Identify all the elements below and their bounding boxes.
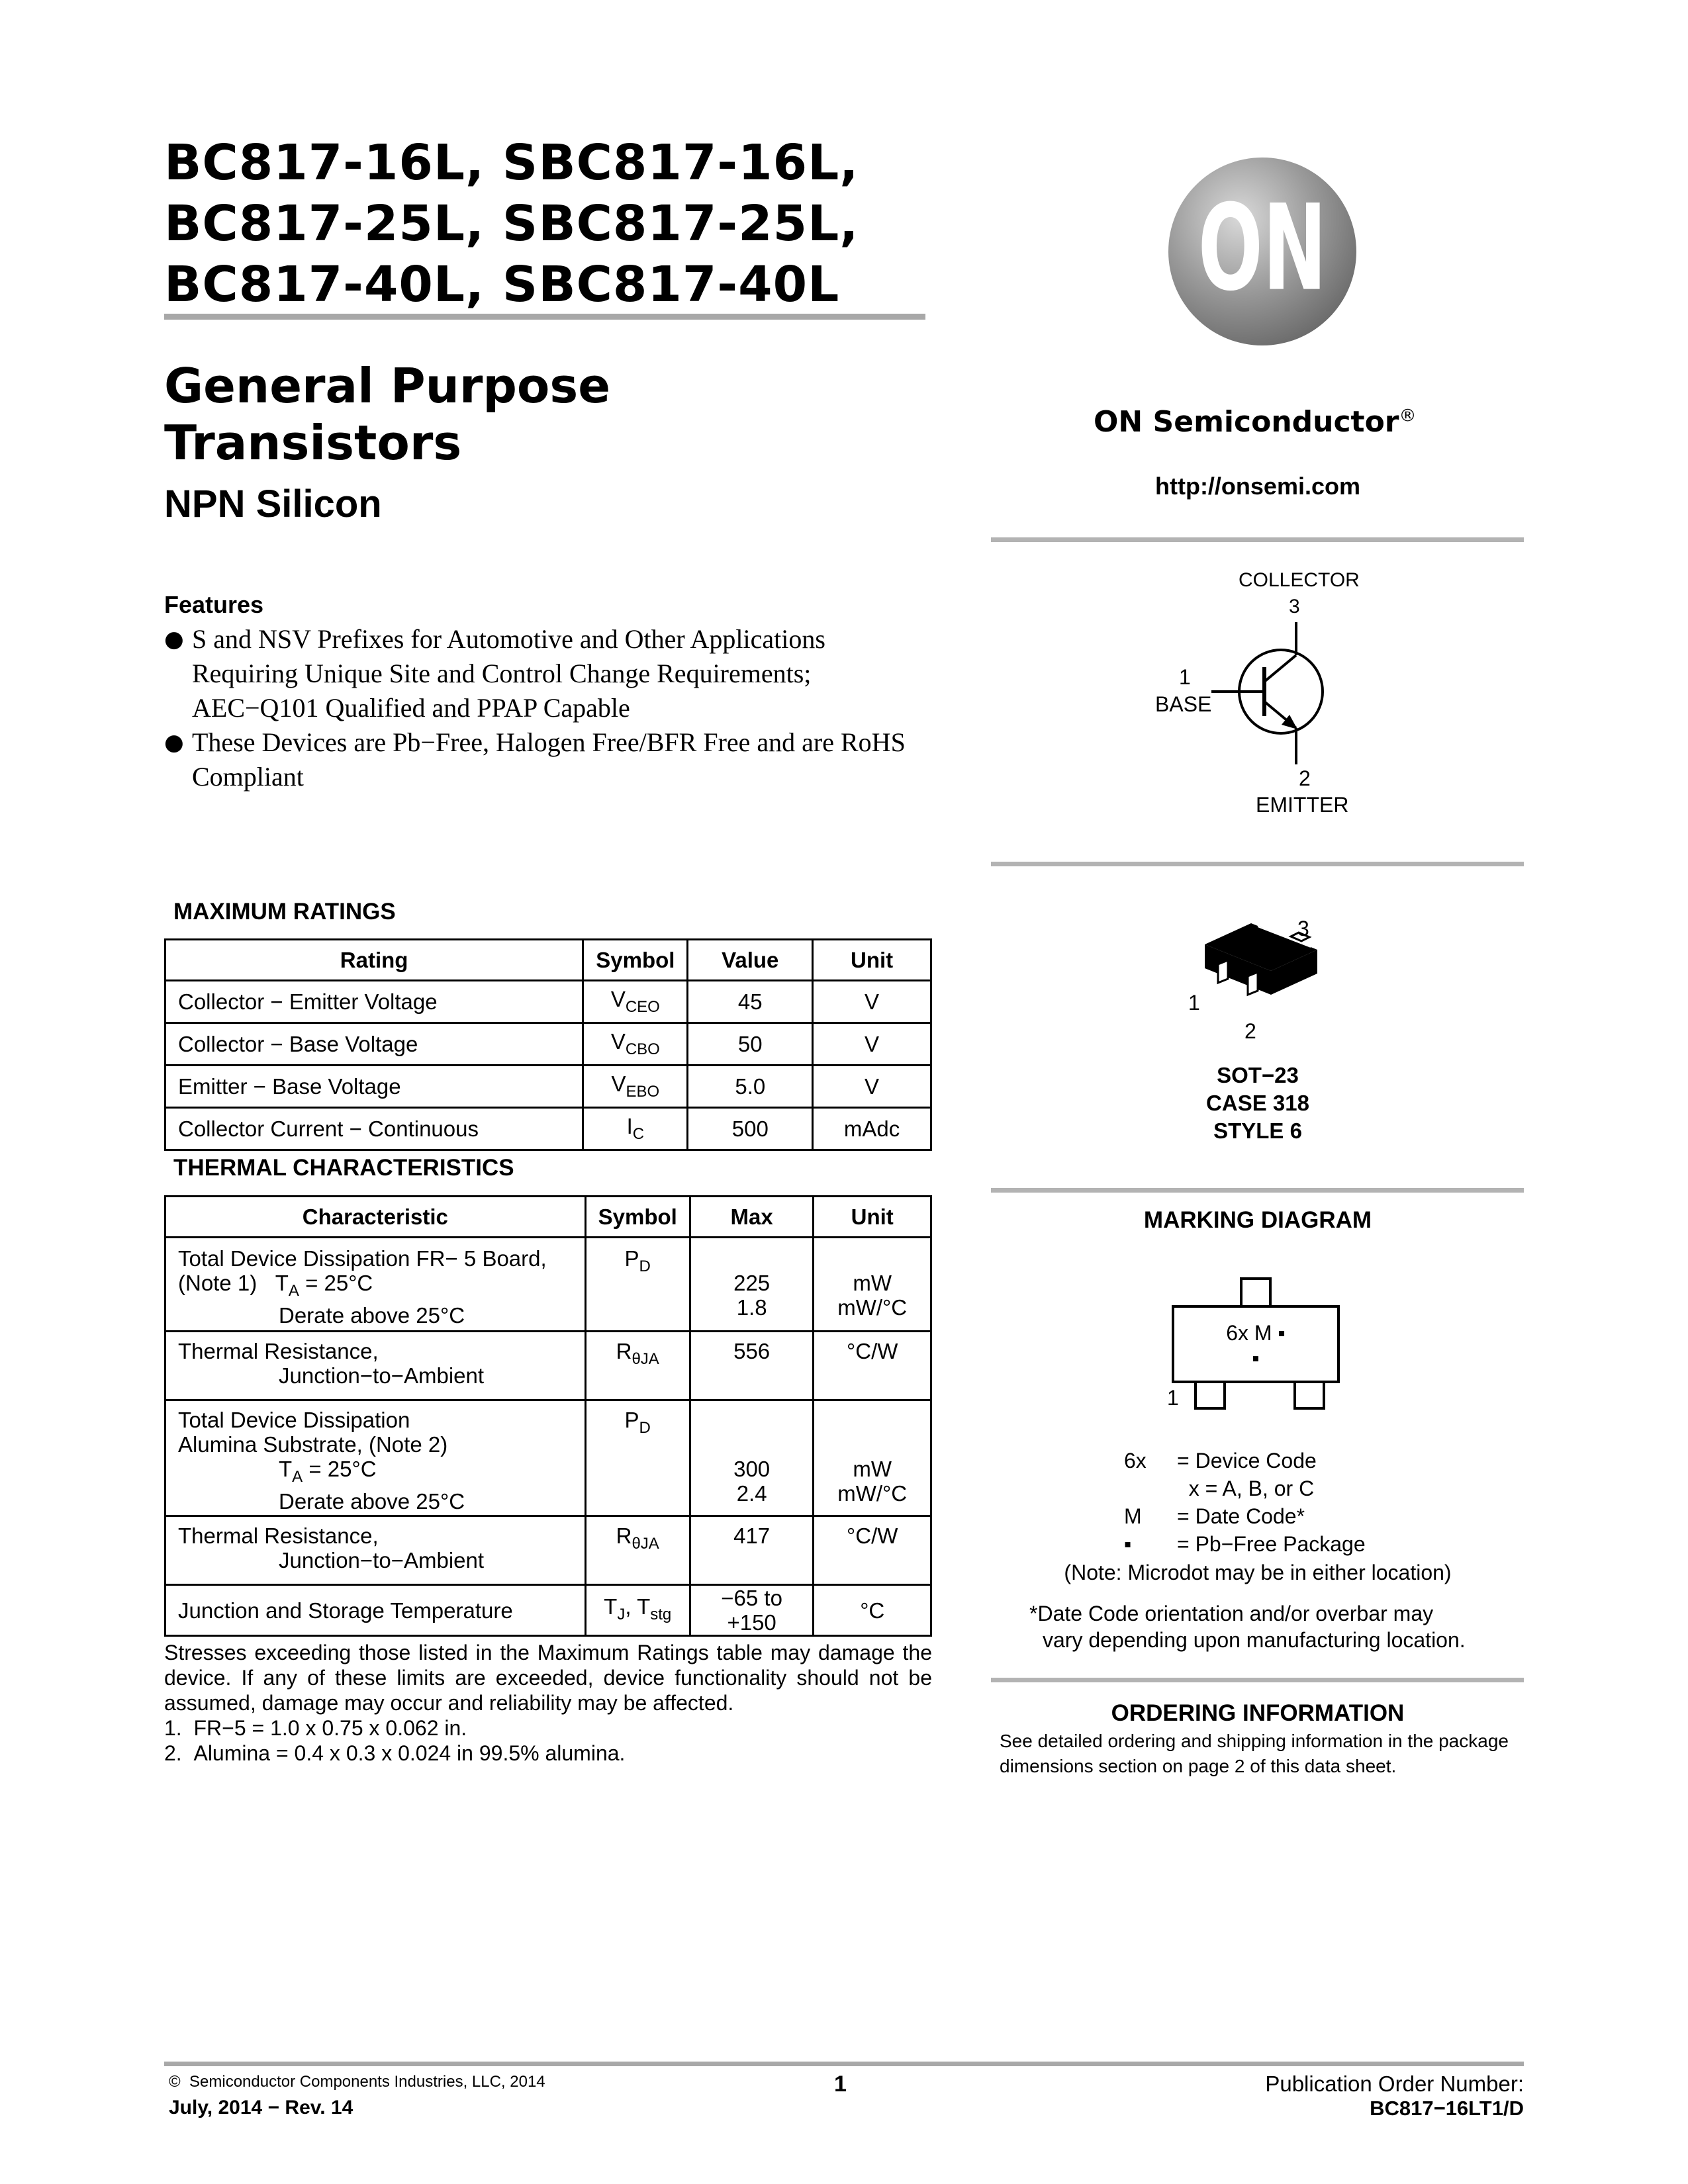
copyright: © Semiconductor Components Industries, LLC, 2014: [169, 2073, 545, 2091]
cell-line: 225: [733, 1271, 771, 1295]
right-divider: [991, 537, 1524, 542]
date-code-note: [1029, 1600, 1493, 1653]
document-title: [164, 132, 925, 315]
value-cell: 50: [688, 1023, 813, 1066]
value-cell: 45: [688, 981, 813, 1023]
features-list: [164, 622, 945, 794]
symbol-cell: $I_C$: [583, 1108, 688, 1150]
rating-cell: Collector − Emitter Voltage: [165, 981, 583, 1023]
rating-cell: Collector Current − Continuous: [165, 1108, 583, 1150]
chip-marking: [1172, 1320, 1340, 1371]
ordering-text: See detailed ordering and shipping information in the package dimensions section on page 2 of this data sheet.: [1000, 1731, 1509, 1776]
max-ratings-table: [164, 938, 932, 1151]
registered-mark: ®: [1399, 406, 1417, 426]
table-row: [165, 1023, 931, 1066]
cell-line: mW/°C: [837, 1481, 908, 1506]
cell-line: Total Device Dissipation: [178, 1408, 410, 1432]
marking-diagram-heading: MARKING DIAGRAM: [1143, 1207, 1372, 1233]
cell-line: Derate above 25°C: [279, 1303, 465, 1328]
symbol-cell: $P_D$: [585, 1238, 690, 1332]
unit-cell: °C/W: [814, 1332, 931, 1400]
date-note-line: vary depending upon manufacturing location.: [1043, 1628, 1466, 1652]
feature-1-line-1: S and NSV Prefixes for Automotive and Other Applications: [192, 624, 825, 654]
right-divider: [991, 1678, 1524, 1682]
table-row: [165, 1332, 931, 1400]
legend-row: ▪ = Pb−Free Package: [1124, 1532, 1366, 1556]
page-number: 1: [834, 2071, 847, 2097]
symbol-cell: $T_J$, $T_{stg}$: [585, 1585, 690, 1636]
column-header: Rating: [165, 940, 583, 981]
cell-line: Thermal Resistance,: [178, 1524, 379, 1548]
subtitle-line-2: Transistors: [164, 415, 462, 471]
table-row: [165, 1066, 931, 1108]
table-row: [165, 1238, 931, 1332]
value-cell: 500: [688, 1108, 813, 1150]
unit-cell: °C: [814, 1585, 931, 1636]
stress-note: Stresses exceeding those listed in the Maximum Ratings table may damage the device. If any of these limits are exceeded, device functionality should not be assumed, damage may occur and reliability may be affected.: [164, 1641, 932, 1715]
column-header: Unit: [814, 1197, 931, 1238]
title-line-3: BC817-40L, SBC817-40L: [164, 256, 840, 313]
package-pin-1: 1: [1188, 991, 1200, 1015]
cell-line: Thermal Resistance,: [178, 1339, 379, 1363]
symbol-cell: $R_{\theta JA}$: [585, 1516, 690, 1585]
package-pin-2: 2: [1244, 1019, 1256, 1043]
unit-cell: [814, 1238, 931, 1332]
title-line-2: BC817-25L, SBC817-25L,: [164, 195, 859, 252]
cell-line: mW: [853, 1271, 892, 1295]
cell-line: 2.4: [736, 1481, 767, 1506]
rating-cell: Emitter − Base Voltage: [165, 1066, 583, 1108]
npn-transistor-symbol: [1211, 622, 1331, 768]
marking-legend: [1124, 1447, 1366, 1558]
package-line: STYLE 6: [1213, 1118, 1302, 1143]
microdot-icon: ▪: [1252, 1346, 1260, 1370]
unit-cell: V: [813, 1066, 931, 1108]
chip-pin-1: 1: [1167, 1386, 1179, 1410]
emitter-pin: 2: [1299, 766, 1311, 790]
note-2: 2. Alumina = 0.4 x 0.3 x 0.024 in 99.5% alumina.: [164, 1741, 626, 1765]
package-line: CASE 318: [1206, 1091, 1309, 1115]
column-header: Characteristic: [165, 1197, 586, 1238]
max-cell: 556: [690, 1332, 814, 1400]
cell-line: Junction−to−Ambient: [279, 1548, 485, 1572]
collector-pin: 3: [1289, 596, 1300, 617]
cell-line: Total Device Dissipation FR− 5 Board,: [178, 1246, 547, 1271]
cell-line: (Note 1) $T_A = 25^\circ C$: [178, 1271, 373, 1300]
title-line-1: BC817-16L, SBC817-16L,: [164, 134, 859, 191]
column-header: Symbol: [583, 940, 688, 981]
max-ratings-heading: MAXIMUM RATINGS: [173, 899, 396, 925]
characteristic-cell: [165, 1516, 586, 1585]
symbol-cell: $R_{\theta JA}$: [585, 1332, 690, 1400]
feature-item: [164, 622, 945, 725]
symbol-cell: $V_{EBO}$: [583, 1066, 688, 1108]
bullet-icon: ●: [164, 729, 184, 756]
cell-line: mW/°C: [837, 1295, 908, 1320]
device-category: [164, 357, 610, 471]
features-heading: Features: [164, 591, 264, 618]
column-header: Max: [690, 1197, 814, 1238]
note-1: 1. FR−5 = 1.0 x 0.75 x 0.062 in.: [164, 1716, 467, 1740]
thermal-table: [164, 1195, 932, 1637]
publication-number: BC817−16LT1/D: [1370, 2097, 1524, 2120]
bullet-icon: ●: [164, 626, 184, 653]
revision-date: July, 2014 − Rev. 14: [169, 2097, 353, 2118]
feature-2-line-1: These Devices are Pb−Free, Halogen Free/BFR Free and are RoHS: [192, 727, 906, 757]
unit-cell: [814, 1400, 931, 1516]
package-line: SOT−23: [1217, 1063, 1299, 1087]
symbol-cell: $V_{CBO}$: [583, 1023, 688, 1066]
sot23-package-drawing: [1192, 917, 1337, 1023]
device-polarity: NPN Silicon: [164, 482, 382, 525]
table-row: [165, 1516, 931, 1585]
publication-label: Publication Order Number:: [1265, 2071, 1524, 2096]
cell-line: $T_A = 25^\circ C$: [279, 1457, 377, 1486]
collector-label: COLLECTOR: [1239, 569, 1360, 591]
cell-line: 300: [733, 1457, 771, 1481]
subtitle-line-1: General Purpose: [164, 358, 611, 414]
legend-row: x = A, B, or C: [1177, 1477, 1315, 1500]
value-cell: 5.0: [688, 1066, 813, 1108]
characteristic-cell: [165, 1332, 586, 1400]
symbol-cell: $P_D$: [585, 1400, 690, 1516]
date-note-line: *Date Code orientation and/or overbar may: [1029, 1602, 1434, 1625]
table-row: [165, 1400, 931, 1516]
right-divider: [991, 862, 1524, 866]
package-designation: [1125, 1062, 1390, 1145]
microdot-note: (Note: Microdot may be in either location): [1064, 1561, 1452, 1584]
characteristic-cell: [165, 1400, 586, 1516]
base-label: BASE: [1155, 692, 1212, 716]
legend-row: 6x = Device Code: [1124, 1449, 1317, 1473]
max-cell: 417: [690, 1516, 814, 1585]
cell-line: Derate above 25°C: [279, 1489, 465, 1514]
feature-1-line-3: AEC−Q101 Qualified and PPAP Capable: [192, 693, 630, 723]
website-link[interactable]: http://onsemi.com: [1154, 473, 1360, 500]
feature-2-line-2: Compliant: [192, 762, 304, 792]
table-row: [165, 1108, 931, 1150]
chip-marking-text: 6x M ▪: [1226, 1321, 1286, 1345]
unit-cell: mAdc: [813, 1108, 931, 1150]
cell-line: mW: [853, 1457, 892, 1481]
logo-text: ON: [1197, 179, 1327, 318]
characteristic-cell: Junction and Storage Temperature: [165, 1585, 586, 1636]
unit-cell: °C/W: [814, 1516, 931, 1585]
feature-1-line-2: Requiring Unique Site and Control Change Requirements;: [192, 659, 812, 688]
on-semiconductor-logo: [1166, 156, 1358, 347]
table-header-row: [165, 940, 931, 981]
unit-cell: V: [813, 1023, 931, 1066]
rating-cell: Collector − Base Voltage: [165, 1023, 583, 1066]
cell-line: Junction−to−Ambient: [279, 1363, 485, 1388]
brand-name: [1094, 405, 1417, 439]
max-cell: −65 to +150: [690, 1585, 814, 1636]
column-header: Symbol: [585, 1197, 690, 1238]
legend-row: M = Date Code*: [1124, 1504, 1305, 1528]
table-row: [165, 1585, 931, 1636]
title-divider: [164, 314, 925, 320]
characteristic-cell: [165, 1238, 586, 1332]
table-row: [165, 981, 931, 1023]
package-pin-3: 3: [1297, 917, 1309, 940]
max-cell: [690, 1400, 814, 1516]
right-divider: [991, 1188, 1524, 1193]
column-header: Unit: [813, 940, 931, 981]
max-cell: [690, 1238, 814, 1332]
brand-text: ON Semiconductor: [1094, 405, 1399, 439]
footer-divider: [164, 2062, 1524, 2066]
symbol-cell: $V_{CEO}$: [583, 981, 688, 1023]
table-header-row: [165, 1197, 931, 1238]
column-header: Value: [688, 940, 813, 981]
thermal-heading: THERMAL CHARACTERISTICS: [173, 1155, 514, 1181]
base-pin: 1: [1179, 665, 1191, 689]
feature-item: [164, 725, 945, 794]
ordering-heading: ORDERING INFORMATION: [1111, 1700, 1405, 1726]
unit-cell: V: [813, 981, 931, 1023]
cell-line: Alumina Substrate, (Note 2): [178, 1432, 448, 1457]
notes-block: [164, 1640, 932, 1766]
emitter-label: EMITTER: [1256, 793, 1349, 817]
cell-line: 1.8: [736, 1295, 767, 1320]
